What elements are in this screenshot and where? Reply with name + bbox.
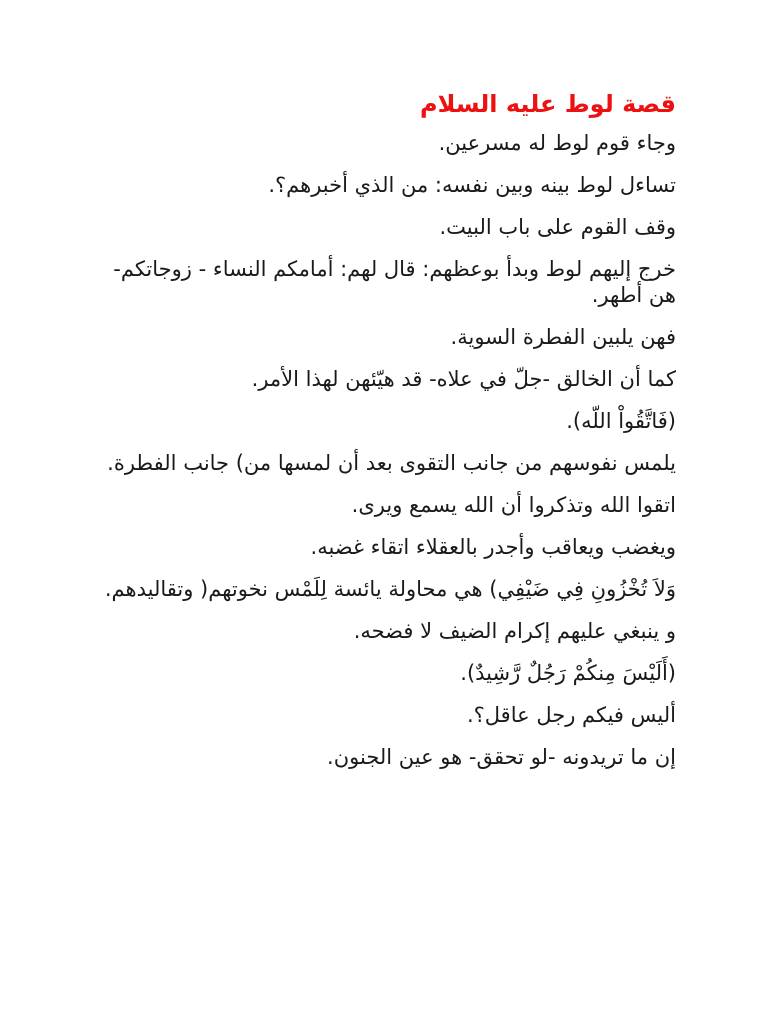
paragraph-5: فهن يلبين الفطرة السوية. [450,325,676,349]
document-page [100,84,676,786]
paragraph-2: تساءل لوط بينه وبين نفسه: من الذي أخبرهم؟. [268,173,676,197]
paragraph-3: وقف القوم على باب البيت. [439,215,676,239]
paragraph-15: إن ما تريدونه -لو تحقق- هو عين الجنون. [327,745,676,769]
paragraph-11: وَلاَ تُخْزُونِ فِي ضَيْفِي) هي محاولة يائسة لِلَمْس نخوتهم( وتقاليدهم. [104,577,676,601]
paragraph-7: (فَاتَّقُواْ اللّه). [566,409,676,433]
paragraph-10: ويغضب ويعاقب وأجدر بالعقلاء اتقاء غضبه. [310,535,676,559]
paragraph-8: يلمس نفوسهم من جانب التقوى بعد أن لمسها من) جانب الفطرة. [107,451,676,475]
paragraph-4: خرج إليهم لوط وبدأ بوعظهم: قال لهم: أمامكم النساء - زوجاتكم- هن أطهر. [113,257,676,307]
paragraph-6: كما أن الخالق -جلّ في علاه- قد هيّئهن لهذا الأمر. [251,367,676,391]
document-title: قصة لوط عليه السلام [420,90,676,118]
paragraph-9: اتقوا الله وتذكروا أن الله يسمع ويرى. [351,493,676,517]
paragraph-14: أليس فيكم رجل عاقل؟. [466,703,676,727]
paragraph-12: و ينبغي عليهم إكرام الضيف لا فضحه. [353,619,676,643]
paragraph-1: وجاء قوم لوط له مسرعين. [438,131,676,155]
paragraph-13: (أَلَيْسَ مِنكُمْ رَجُلٌ رَّشِيدٌ). [460,661,676,685]
